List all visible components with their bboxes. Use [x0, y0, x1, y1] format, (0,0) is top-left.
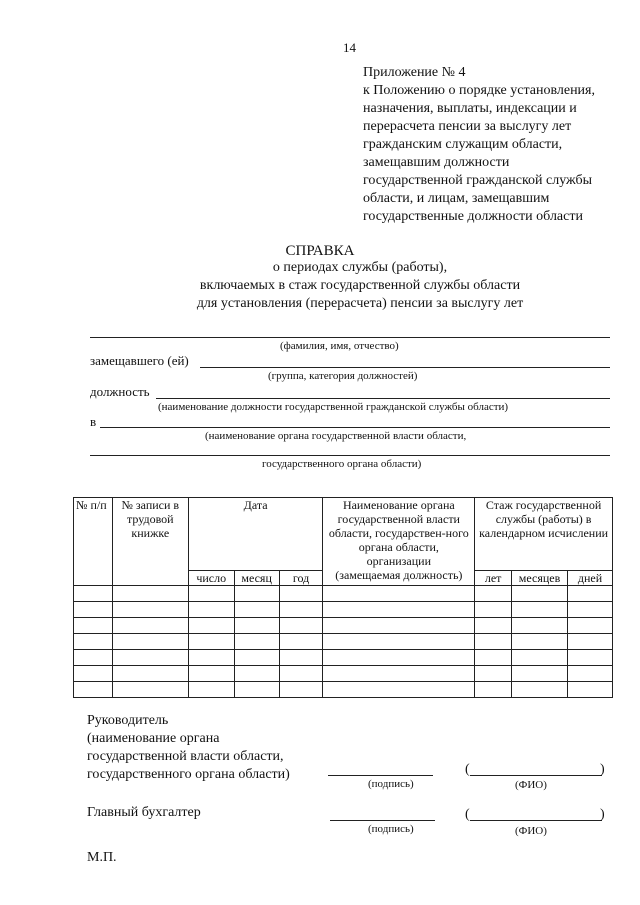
table-cell[interactable]	[279, 634, 323, 650]
table-cell[interactable]	[112, 634, 188, 650]
head-fio-field[interactable]: (	[465, 762, 470, 777]
stamp-place: М.П.	[87, 850, 117, 865]
table-cell[interactable]	[323, 618, 475, 634]
table-cell[interactable]	[512, 650, 568, 666]
group-hint: (группа, категория должностей)	[268, 370, 418, 382]
table-cell[interactable]	[234, 682, 279, 698]
position-line[interactable]	[156, 398, 610, 399]
table-cell[interactable]	[74, 618, 113, 634]
appendix-text	[363, 82, 595, 226]
header-day: число	[188, 571, 234, 586]
table-cell[interactable]	[112, 618, 188, 634]
accountant-fio-field[interactable]: (	[465, 807, 470, 822]
table-cell[interactable]	[512, 682, 568, 698]
in-label: в	[90, 414, 97, 429]
table-row	[74, 602, 613, 618]
table-cell[interactable]	[568, 634, 613, 650]
position-label: должность	[90, 384, 150, 399]
text-line: государственные должности области	[363, 209, 583, 224]
table-row	[74, 634, 613, 650]
table-cell[interactable]	[279, 650, 323, 666]
header-org: Наименование органа государственной власти области, государствен-ного органа области, организации (замещаемая должность)	[323, 498, 475, 586]
text-line: для установления (перерасчета) пенсии за выслугу лет	[196, 296, 524, 311]
table-row	[74, 666, 613, 682]
table-cell[interactable]	[74, 666, 113, 682]
doc-title: СПРАВКА	[285, 243, 355, 259]
table-cell[interactable]	[112, 586, 188, 602]
table-cell[interactable]	[188, 586, 234, 602]
table-cell[interactable]	[234, 650, 279, 666]
accountant-signature-line[interactable]	[330, 820, 435, 821]
table-cell[interactable]	[234, 586, 279, 602]
table-cell[interactable]	[188, 682, 234, 698]
table-cell[interactable]	[279, 618, 323, 634]
table-cell[interactable]	[568, 618, 613, 634]
accountant-fio-hint: (ФИО)	[515, 825, 547, 837]
table-cell[interactable]	[279, 602, 323, 618]
text-line: Руководитель	[87, 713, 169, 728]
table-cell[interactable]	[234, 666, 279, 682]
header-month: месяц	[234, 571, 279, 586]
table-cell[interactable]	[234, 602, 279, 618]
head-signature-line[interactable]	[328, 775, 433, 776]
head-label	[87, 712, 290, 784]
text-line: назначения, выплаты, индексации и	[363, 101, 577, 116]
position-hint: (наименование должности государственной гражданской службы области)	[158, 401, 509, 413]
text-line: (наименование органа	[87, 731, 220, 746]
head-signature-hint: (подпись)	[368, 778, 414, 790]
header-days: дней	[568, 571, 613, 586]
text-line: замещавшим должности	[363, 155, 510, 170]
text-line: включаемых в стаж государственной службы области	[199, 278, 521, 293]
text-line: о периодах службы (работы),	[272, 260, 448, 275]
org-line-2[interactable]	[90, 455, 610, 456]
table-cell[interactable]	[279, 586, 323, 602]
table-cell[interactable]	[112, 682, 188, 698]
table-cell[interactable]	[323, 650, 475, 666]
table-cell[interactable]	[568, 586, 613, 602]
text-line: государственного органа области)	[87, 767, 290, 782]
table-cell[interactable]	[74, 586, 113, 602]
fio-hint: (фамилия, имя, отчество)	[280, 340, 399, 352]
header-year: год	[279, 571, 323, 586]
head-fio-hint: (ФИО)	[515, 779, 547, 791]
text-line: к Положению о порядке установления,	[363, 83, 595, 98]
table-cell[interactable]	[323, 682, 475, 698]
header-stazh: Стаж государственной службы (работы) в календарном исчислении	[475, 498, 613, 571]
org-line[interactable]	[100, 427, 610, 428]
table-cell[interactable]	[323, 586, 475, 602]
table-cell[interactable]	[568, 666, 613, 682]
table-cell[interactable]	[512, 666, 568, 682]
header-months: месяцев	[512, 571, 568, 586]
accountant-label: Главный бухгалтер	[87, 805, 201, 820]
text-line: государственной власти области,	[87, 749, 284, 764]
paren: )	[600, 762, 605, 777]
org-hint-2: государственного органа области)	[262, 458, 422, 470]
accountant-fio-line	[470, 820, 602, 821]
header-years: лет	[475, 571, 512, 586]
table-cell[interactable]	[323, 602, 475, 618]
appendix-title: Приложение № 4	[363, 65, 466, 80]
replacing-label: замещавшего (ей)	[90, 353, 189, 368]
table-cell[interactable]	[323, 666, 475, 682]
table-cell[interactable]	[475, 618, 512, 634]
head-fio-line	[470, 775, 602, 776]
text-line: государственной гражданской службы	[363, 173, 593, 188]
table-row	[74, 682, 613, 698]
service-periods-table	[73, 497, 613, 698]
text-line: области, и лицам, замещавшим	[363, 191, 550, 206]
table-cell[interactable]	[475, 650, 512, 666]
page-number: 14	[343, 40, 356, 55]
table-cell[interactable]	[112, 602, 188, 618]
table-cell[interactable]	[475, 586, 512, 602]
table-cell[interactable]	[112, 650, 188, 666]
table-row	[74, 586, 613, 602]
org-hint-1: (наименование органа государственной власти области,	[205, 430, 467, 442]
table-cell[interactable]	[568, 602, 613, 618]
table-cell[interactable]	[188, 634, 234, 650]
table-cell[interactable]	[568, 650, 613, 666]
table-cell[interactable]	[512, 602, 568, 618]
header-num: № п/п	[74, 498, 113, 586]
table-cell[interactable]	[279, 666, 323, 682]
table-cell[interactable]	[188, 650, 234, 666]
table-cell[interactable]	[234, 634, 279, 650]
table-cell[interactable]	[112, 666, 188, 682]
group-line[interactable]	[200, 367, 610, 368]
table-row	[74, 618, 613, 634]
table-cell[interactable]	[475, 602, 512, 618]
table-cell[interactable]	[323, 634, 475, 650]
table-cell[interactable]	[74, 634, 113, 650]
table-cell[interactable]	[234, 618, 279, 634]
table-cell[interactable]	[188, 666, 234, 682]
doc-subtitle	[60, 259, 640, 313]
table-cell[interactable]	[475, 682, 512, 698]
table-cell[interactable]	[74, 650, 113, 666]
table-cell[interactable]	[512, 618, 568, 634]
table-cell[interactable]	[512, 634, 568, 650]
accountant-signature-hint: (подпись)	[368, 823, 414, 835]
fio-line[interactable]	[90, 337, 610, 338]
table-cell[interactable]	[475, 634, 512, 650]
text-line: гражданским служащим области,	[363, 137, 563, 152]
paren: )	[600, 807, 605, 822]
table-cell[interactable]	[74, 602, 113, 618]
table-cell[interactable]	[279, 682, 323, 698]
text-line: перерасчета пенсии за выслугу лет	[363, 119, 572, 134]
table-cell[interactable]	[475, 666, 512, 682]
table-cell[interactable]	[74, 682, 113, 698]
table-cell[interactable]	[568, 682, 613, 698]
header-record: № записи в трудовой книжке	[112, 498, 188, 586]
table-cell[interactable]	[188, 618, 234, 634]
table-row	[74, 650, 613, 666]
header-date: Дата	[188, 498, 323, 571]
table-cell[interactable]	[512, 586, 568, 602]
table-cell[interactable]	[188, 602, 234, 618]
